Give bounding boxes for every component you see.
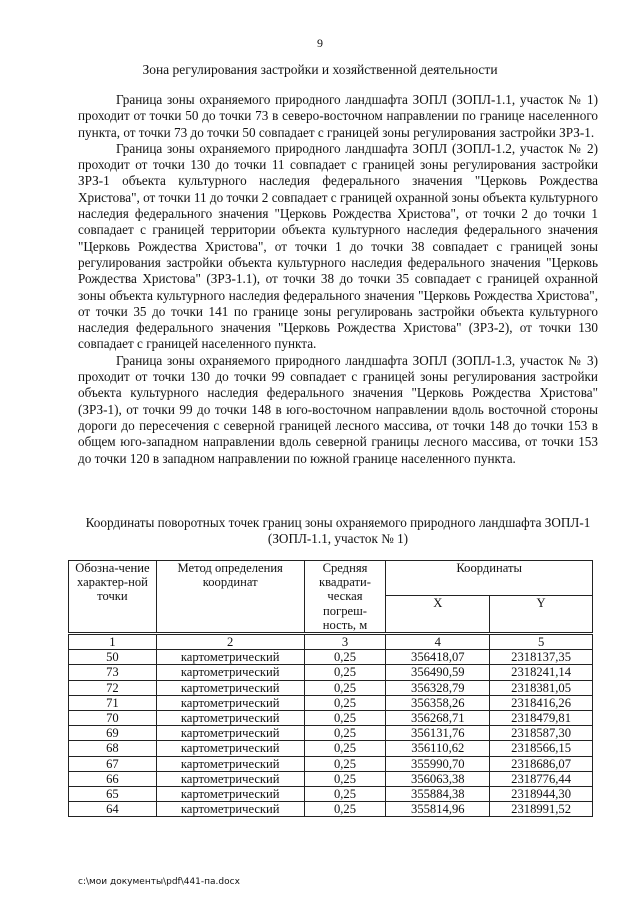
cell-x: 356131,76 (386, 726, 490, 741)
cell-error: 0,25 (304, 787, 386, 802)
cell-x: 356328,79 (386, 680, 490, 695)
cell-x: 355990,70 (386, 756, 490, 771)
cell-error: 0,25 (304, 650, 386, 665)
cell-method: картометрический (156, 726, 304, 741)
cell-error: 0,25 (304, 802, 386, 817)
header-method: Метод определения координат (156, 561, 304, 634)
cell-point: 66 (69, 771, 157, 786)
table-row (69, 787, 593, 802)
body-text (78, 92, 598, 467)
header-point: Обозна-чение характер-ной точки (69, 561, 157, 634)
cell-method: картометрический (156, 756, 304, 771)
cell-x: 356490,59 (386, 665, 490, 680)
table-row (69, 771, 593, 786)
cell-method: картометрический (156, 711, 304, 726)
cell-y: 2318416,26 (490, 695, 593, 710)
header-coordinates: Координаты (386, 561, 593, 596)
paragraph-3: Граница зоны охраняемого природного ландшафта ЗОПЛ (ЗОПЛ-1.3, участок № 3) проходит от точки 130 до точки 99 совпадает с границей зоны регулирования застройки объекта культурного наследия федерального значения "Церковь Рождества Христова" (ЗРЗ-1), от точки 99 до точки 148 в юго-восточном направлении вдоль восточной стороны дороги до пересечения с северной границей лесного массива, от точки 148 до точки 153 в общем юго-западном направлении вдоль северной границы лесного массива, от точки 153 до точки 120 в западном направлении по южной границе населенного пункта. (78, 352, 598, 466)
cell-point: 72 (69, 680, 157, 695)
table-row (69, 695, 593, 710)
header-x: X (386, 596, 490, 634)
cell-y: 2318686,07 (490, 756, 593, 771)
cell-point: 67 (69, 756, 157, 771)
cell-error: 0,25 (304, 665, 386, 680)
cell-error: 0,25 (304, 726, 386, 741)
col-number: 5 (490, 634, 593, 650)
cell-point: 71 (69, 695, 157, 710)
cell-error: 0,25 (304, 756, 386, 771)
cell-x: 356418,07 (386, 650, 490, 665)
cell-y: 2318241,14 (490, 665, 593, 680)
table-body (69, 650, 593, 817)
cell-method: картометрический (156, 695, 304, 710)
cell-y: 2318776,44 (490, 771, 593, 786)
cell-method: картометрический (156, 680, 304, 695)
file-path-footer: c:\мои документы\pdf\441-па.docx (78, 877, 240, 887)
cell-point: 64 (69, 802, 157, 817)
header-error: Средняя квадрати-ческая погреш-ность, м (304, 561, 386, 634)
table-row (69, 665, 593, 680)
cell-error: 0,25 (304, 711, 386, 726)
cell-x: 356063,38 (386, 771, 490, 786)
cell-y: 2318381,05 (490, 680, 593, 695)
cell-point: 69 (69, 726, 157, 741)
header-y: Y (490, 596, 593, 634)
cell-y: 2318137,35 (490, 650, 593, 665)
cell-y: 2318991,52 (490, 802, 593, 817)
cell-x: 355814,96 (386, 802, 490, 817)
col-number: 1 (69, 634, 157, 650)
cell-error: 0,25 (304, 695, 386, 710)
table-row (69, 726, 593, 741)
cell-method: картометрический (156, 650, 304, 665)
cell-x: 356358,26 (386, 695, 490, 710)
paragraph-2: Граница зоны охраняемого природного ландшафта ЗОПЛ (ЗОПЛ-1.2, участок № 2) проходит от точки 130 до точки 11 совпадает с границей зоны регулирования застройки ЗРЗ-1 объекта культурного наследия федерального значения "Церковь Рождества Христова", от точки 11 до точки 2 совпадает с границей охранной зоны объекта культурного наследия федерального значения "Церковь Рождества Христова", от точки 2 до точки 1 совпадает с границей территории объекта культурного наследия федерального значения "Церковь Рождества Христова", от точки 1 до точки 38 совпадает с границей зоны регулирования застройки объекта культурного наследия федерального значения "Церковь Рождества Христова" (ЗРЗ-1.1), от точки 38 до точки 35 совпадает с границей охранной зоны объекта культурного наследия федерального значения "Церковь Рождества Христова", от точки 35 до точки 141 по границе зоны регулировань застройки объекта культурного наследия федерального значения "Церковь Рождества Христова" (ЗРЗ-2), от точки 130 совпадает с границей населенного пункта. (78, 140, 598, 352)
cell-method: картометрический (156, 787, 304, 802)
table-row (69, 741, 593, 756)
col-number: 2 (156, 634, 304, 650)
cell-x: 355884,38 (386, 787, 490, 802)
cell-error: 0,25 (304, 741, 386, 756)
cell-y: 2318566,15 (490, 741, 593, 756)
col-number: 4 (386, 634, 490, 650)
table-caption: Координаты поворотных точек границ зоны охраняемого природного ландшафта ЗОПЛ-1 (ЗОПЛ-1.1, участок № 1) (85, 515, 591, 547)
cell-y: 2318587,30 (490, 726, 593, 741)
table-row (69, 650, 593, 665)
cell-x: 356110,62 (386, 741, 490, 756)
table-row (69, 711, 593, 726)
cell-point: 50 (69, 650, 157, 665)
section-heading: Зона регулирования застройки и хозяйственной деятельности (142, 62, 498, 77)
cell-y: 2318479,81 (490, 711, 593, 726)
table-row (69, 802, 593, 817)
cell-point: 68 (69, 741, 157, 756)
cell-method: картометрический (156, 665, 304, 680)
col-number: 3 (304, 634, 386, 650)
cell-error: 0,25 (304, 680, 386, 695)
page-number: 9 (317, 36, 323, 50)
table-row (69, 680, 593, 695)
cell-y: 2318944,30 (490, 787, 593, 802)
cell-point: 73 (69, 665, 157, 680)
coordinates-table (68, 560, 593, 817)
cell-point: 65 (69, 787, 157, 802)
table-row (69, 756, 593, 771)
cell-x: 356268,71 (386, 711, 490, 726)
cell-method: картометрический (156, 771, 304, 786)
cell-error: 0,25 (304, 771, 386, 786)
cell-method: картометрический (156, 802, 304, 817)
cell-method: картометрический (156, 741, 304, 756)
cell-point: 70 (69, 711, 157, 726)
paragraph-1: Граница зоны охраняемого природного ландшафта ЗОПЛ (ЗОПЛ-1.1, участок № 1) проходит от точки 50 до точки 73 в северо-восточном направлении по границе населенного пункта, от точки 73 до точки 50 совпадает с границей зоны регулирования застройки ЗРЗ-1. (78, 92, 598, 140)
